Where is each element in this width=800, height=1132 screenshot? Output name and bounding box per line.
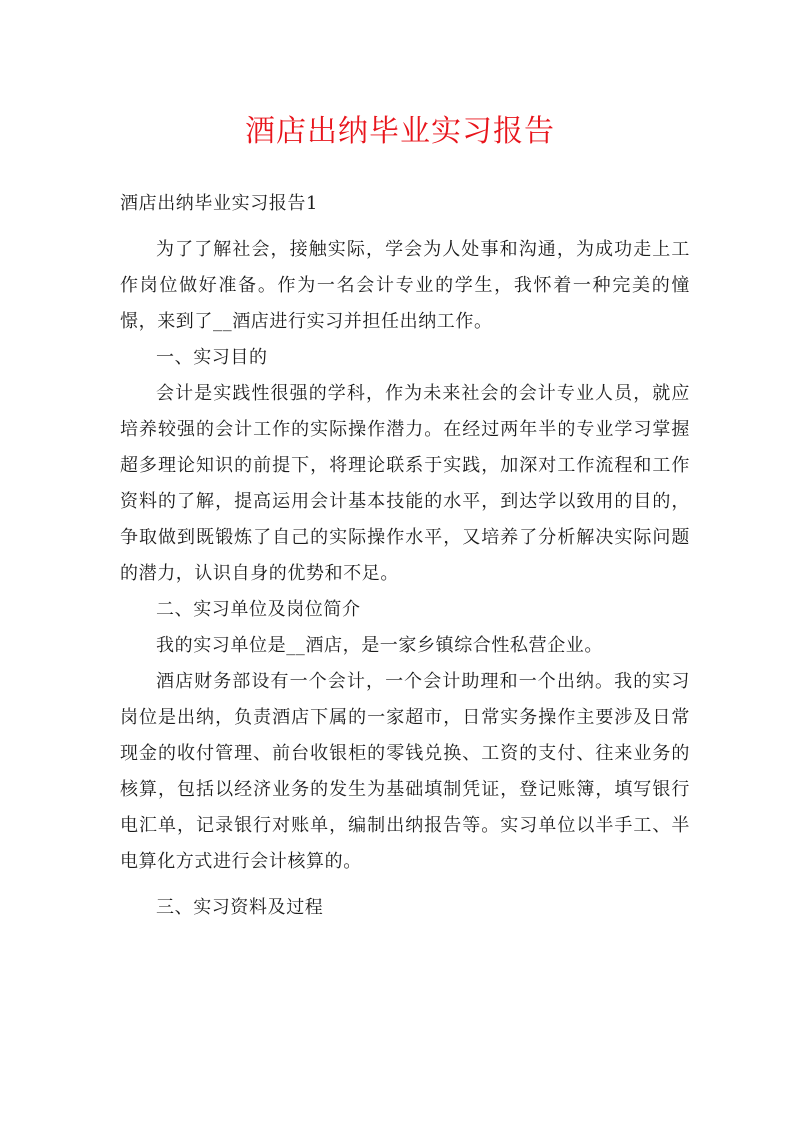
section-heading-purpose: 一、实习目的 <box>156 347 268 368</box>
purpose-paragraph: 会计是实践性很强的学科，作为未来社会的会计专业人员，就应培养较强的会计工作的实际操作潜力。在经过两年半的专业学习掌握超多理论知识的前提下，将理论联系于实践，加深对工作流程和工作资料的了解，提高运用会计基本技能的水平，到达学以致用的目的，争取做到既锻炼了自己的实际操作水平，又培养了分析解决实际问题的潜力，认识自身的优势和不足。 <box>120 383 690 584</box>
section-heading-process: 三、实习资料及过程 <box>156 897 324 918</box>
document-title: 酒店出纳毕业实习报告 <box>245 114 555 149</box>
section-heading-unit: 二、实习单位及岗位简介 <box>156 599 361 620</box>
document-body <box>120 186 690 926</box>
intro-paragraph: 为了了解社会，接触实际，学会为人处事和沟通，为成功走上工作岗位做好准备。作为一名会计专业的学生，我怀着一种完美的憧憬，来到了__酒店进行实习并担任出纳工作。 <box>120 239 690 332</box>
report-subtitle: 酒店出纳毕业实习报告1 <box>120 193 319 214</box>
unit-paragraph-1: 我的实习单位是__酒店，是一家乡镇综合性私营企业。 <box>156 635 603 656</box>
unit-paragraph-2: 酒店财务部设有一个会计，一个会计助理和一个出纳。我的实习岗位是出纳，负责酒店下属的一家超市，日常实务操作主要涉及日常现金的收付管理、前台收银柜的零钱兑换、工资的支付、往来业务的核算，包括以经济业务的发生为基础填制凭证，登记账簿，填写银行电汇单，记录银行对账单，编制出纳报告等。实习单位以半手工、半电算化方式进行会计核算的。 <box>120 671 690 872</box>
